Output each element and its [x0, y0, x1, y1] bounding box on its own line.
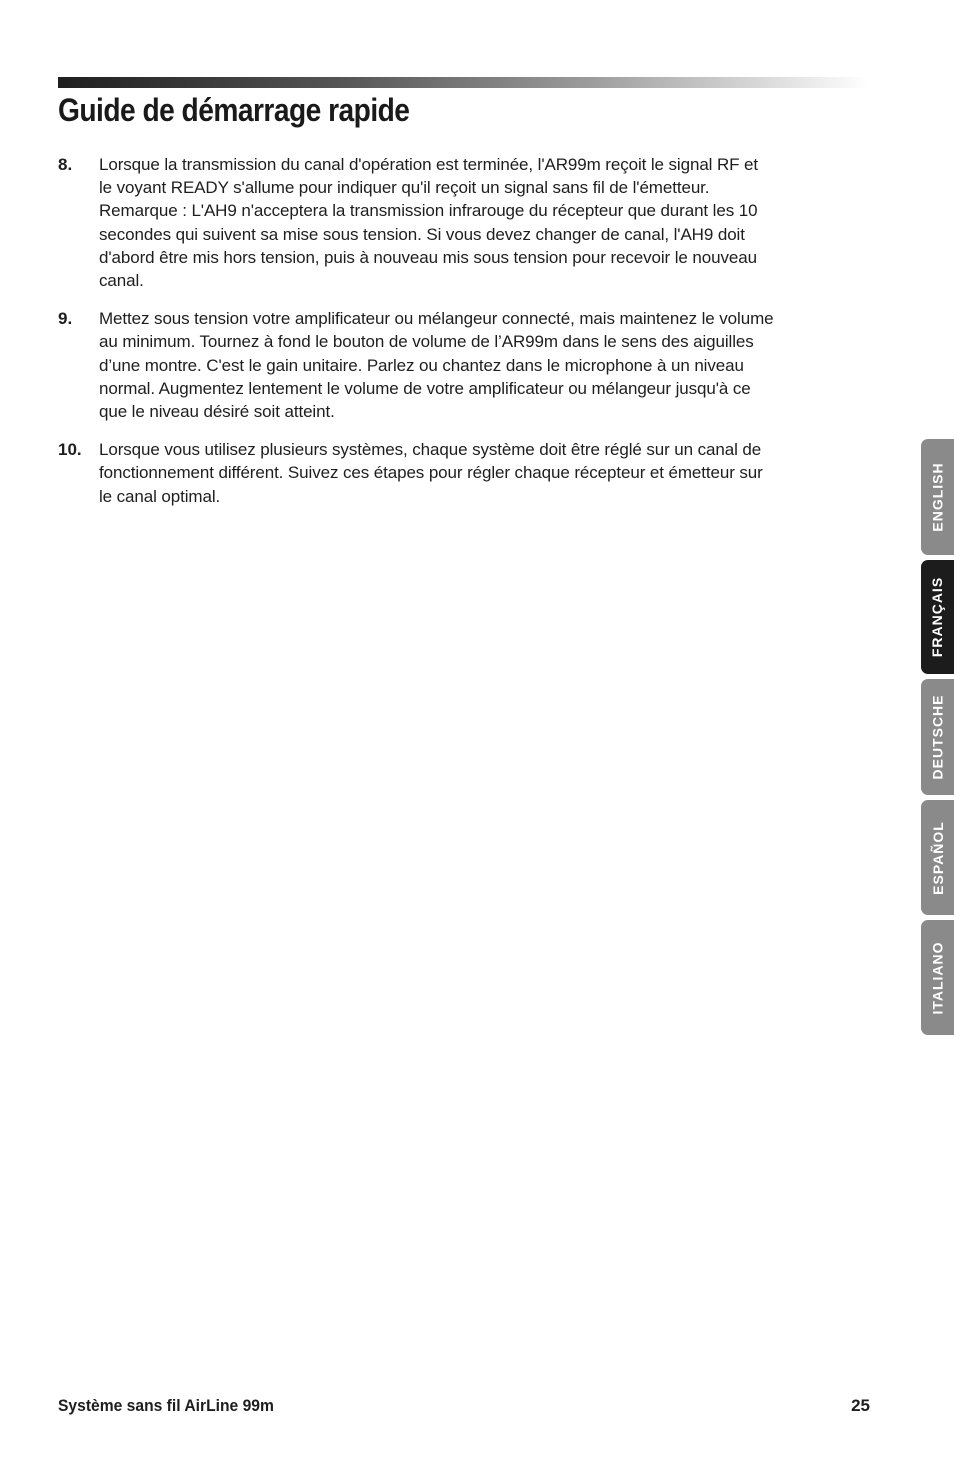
step-line: canal. [99, 271, 144, 291]
step-line: normal. Augmentez lentement le volume de votre amplificateur ou mélangeur jusqu'à ce [99, 378, 751, 398]
tab-espanol[interactable] [921, 800, 954, 915]
tab-label: FRANÇAIS [929, 576, 946, 658]
step-text [99, 153, 864, 292]
step-line: Lorsque la transmission du canal d'opération est terminée, l'AR99m reçoit le signal RF et [99, 155, 759, 174]
tab-english[interactable] [921, 439, 954, 555]
step-text [99, 438, 864, 508]
step-line: que le niveau désiré soit atteint. [99, 402, 335, 422]
page-title: Guide de démarrage rapide [58, 92, 410, 128]
footer-product-name: Système sans fil AirLine 99m [58, 1396, 274, 1415]
step-line: d’une montre. C'est le gain unitaire. Parlez ou chantez dans le microphone à un niveau [99, 355, 744, 375]
tab-italiano[interactable] [921, 920, 954, 1035]
step-line: le voyant READY s'allume pour indiquer qu'il reçoit un signal sans fil de l'émetteur. [99, 178, 710, 198]
tab-label: ESPAÑOL [929, 820, 946, 895]
page-number: 25 [851, 1396, 870, 1415]
step-item [58, 153, 864, 292]
tab-label: ITALIANO [929, 940, 946, 1015]
step-line: d'abord être mis hors tension, puis à nouveau mis sous tension pour recevoir le nouveau [99, 247, 757, 267]
step-line: Remarque : L'AH9 n'acceptera la transmission infrarouge du récepteur que durant les 10 [99, 201, 758, 221]
step-text [99, 307, 864, 423]
step-line: Lorsque vous utilisez plusieurs systèmes, chaque système doit être réglé sur un canal de [99, 440, 762, 460]
step-line: au minimum. Tournez à fond le bouton de volume de l’AR99m dans le sens des aiguilles [99, 332, 754, 352]
step-line: le canal optimal. [99, 486, 221, 506]
step-item [58, 438, 864, 508]
tab-deutsche[interactable] [921, 679, 954, 795]
tab-label: ENGLISH [929, 462, 946, 532]
step-item [58, 307, 864, 423]
tab-label: DEUTSCHE [929, 694, 946, 780]
tab-francais[interactable] [921, 560, 954, 674]
step-list [58, 153, 864, 523]
step-line: secondes qui suivent sa mise sous tension. Si vous devez changer de canal, l'AH9 doit [99, 224, 745, 244]
step-line: Mettez sous tension votre amplificateur ou mélangeur connecté, mais maintenez le volume [99, 309, 774, 329]
step-number: 9. [58, 309, 73, 329]
header-gradient-rule [58, 77, 868, 88]
step-number: 8. [58, 155, 73, 174]
step-line: fonctionnement différent. Suivez ces étapes pour régler chaque récepteur et émetteur sur [99, 463, 763, 483]
step-number: 10. [58, 440, 82, 460]
